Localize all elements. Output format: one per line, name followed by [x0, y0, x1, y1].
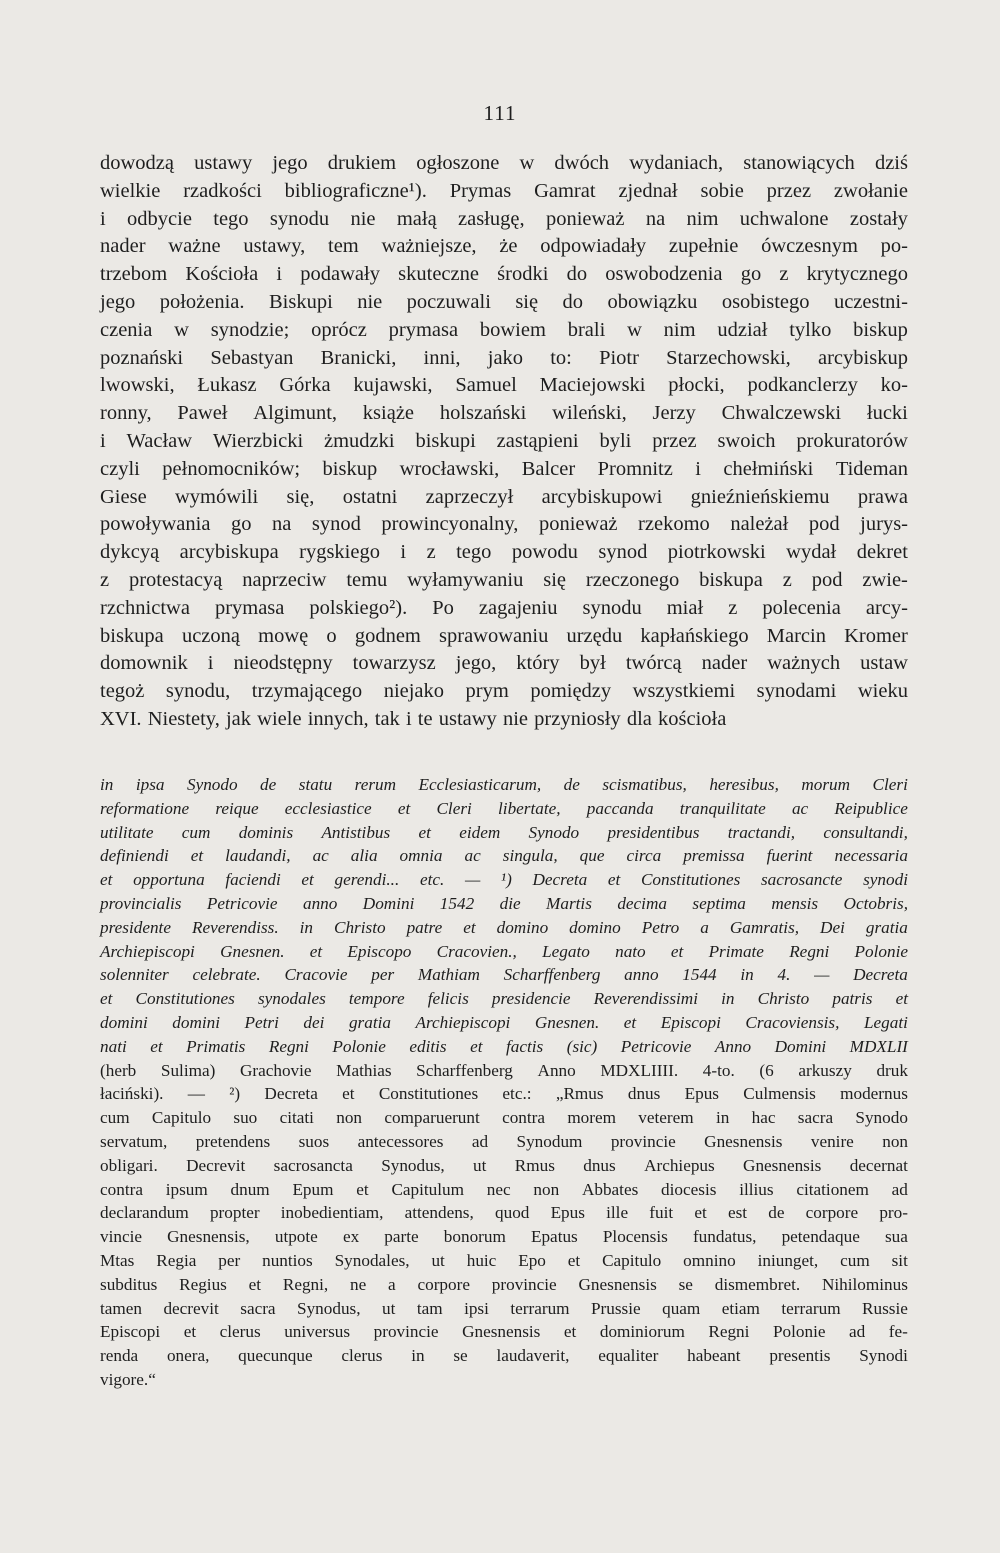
footnote-line: Episcopi et clerus universus provincie Gnesnensis et dominiorum Regni Polonie ad fe-: [100, 1322, 908, 1342]
text-line: dowodzą ustawy jego drukiem ogłoszone w dwóch wydaniach, stanowiących dziś: [100, 152, 908, 174]
text-line: domownik i nieodstępny towarzysz jego, który był twórcą nader ważnych ustaw: [100, 652, 908, 675]
footnote-line: łaciński). — ²) Decreta et Constitutiones etc.: „Rmus dnus Epus Culmensis modernus: [100, 1084, 908, 1104]
footnote-line: reformatione reique ecclesiastice et Cleri libertate, paccanda tranquilitate ac Reipublice: [100, 798, 908, 818]
footnote-line: in ipsa Synodo de statu rerum Ecclesiasticarum, de scismatibus, heresibus, morum Cleri: [100, 775, 908, 794]
page-number: 111: [483, 101, 517, 125]
footnote-line: obligari. Decrevit sacrosancta Synodus, ut Rmus dnus Archiepus Gnesnensis decernat: [100, 1155, 908, 1175]
footnote-line: servatum, pretendens suos antecessores ad Synodum provincie Gnesnensis venire non: [100, 1131, 908, 1151]
footnote-line: et Constitutiones synodales tempore felicis presidencie Reverendissimi in Christo patris et: [100, 989, 908, 1009]
text-line: jego położenia. Biskupi nie poczuwali się do obowiązku osobistego uczestni-: [100, 290, 908, 313]
text-line: i Wacław Wierzbicki żmudzki biskupi zastąpieni byli przez swoich prokuratorów: [100, 429, 908, 452]
footnote-line: utilitate cum dominis Antistibus et eidem Synodo presidentibus tractandi, consultandi,: [100, 822, 908, 842]
footnote-line: tamen decrevit sacra Synodus, ut tam ipsi terrarum Prussie quam etiam terrarum Russie: [100, 1298, 908, 1318]
main-text-block: [100, 150, 908, 734]
text-line: czenia w synodzie; oprócz prymasa bowiem brali w nim udział tylko biskup: [100, 318, 908, 341]
footnote-line: declarandum propter inobedientiam, attendens, quod Epus ille fuit et est de corpore pro-: [100, 1203, 908, 1223]
text-line: rzchnictwa prymasa polskiego²). Po zagajeniu synodu miał z polecenia arcy-: [100, 596, 908, 619]
footnote-line: cum Capitulo suo citati non comparuerunt contra morem veterem in hac sacra Synodo: [100, 1108, 908, 1128]
text-line: z protestacyą naprzeciw temu wyłamywaniu się rzeczonego biskupa z pod zwie-: [100, 568, 908, 591]
text-line: lwowski, Łukasz Górka kujawski, Samuel Maciejowski płocki, podkanclerzy ko-: [100, 374, 908, 397]
footnote-line: subditus Regius et Regni, ne a corpore provincie Gnesnensis se dismembret. Nihilominus: [100, 1274, 908, 1294]
text-line: biskupa uczoną mowę o godnem sprawowaniu urzędu kapłańskiego Marcin Kromer: [100, 624, 908, 647]
text-line: Giese wymówili się, ostatni zaprzeczył arcybiskupowi gnieźnieńskiemu prawa: [100, 485, 908, 508]
text-line: czyli pełnomocników; biskup wrocławski, Balcer Promnitz i chełmiński Tideman: [100, 457, 908, 480]
footnote-line: presidente Reverendiss. in Christo patre et domino domino Petro a Gamratis, Dei gratia: [100, 917, 908, 937]
footnote-line: domini domini Petri dei gratia Archiepiscopi Gnesnen. et Episcopi Cracoviensis, Legati: [100, 1012, 908, 1032]
footnote-line: vincie Gnesnensis, utpote ex parte bonorum Epatus Plocensis fundatus, petendaque sua: [100, 1227, 908, 1247]
footnote-line: contra ipsum dnum Epum et Capitulum nec non Abbates diocesis illius citationem ad: [100, 1179, 908, 1199]
footnote-line: provincialis Petricovie anno Domini 1542 die Martis decima septima mensis Octobris,: [100, 893, 908, 913]
text-line: powoływania go na synod prowincyonalny, ponieważ rzekomo należał pod jurys-: [100, 513, 908, 536]
footnote-line: nati et Primatis Regni Polonie editis et factis (sic) Petricovie Anno Domini MDXLII: [100, 1036, 908, 1056]
text-line: poznański Sebastyan Branicki, inni, jako to: Piotr Starzechowski, arcybiskup: [100, 346, 908, 369]
footnote-line: et opportuna faciendi et gerendi... etc. — ¹) Decreta et Constitutiones sacrosancte synodi: [100, 870, 908, 890]
text-line: wielkie rzadkości bibliograficzne¹). Prymas Gamrat zjednał sobie przez zwołanie: [100, 179, 908, 202]
footnote-line: vigore.“: [100, 1369, 156, 1389]
text-line: XVI. Niestety, jak wiele innych, tak i te ustawy nie przyniosły dla kościoła: [100, 707, 727, 730]
footnote-line: Archiepiscopi Gnesnen. et Episcopo Cracovien., Legato nato et Primate Regni Polonie: [100, 941, 908, 961]
footnote-line: solenniter celebrate. Cracovie per Mathiam Scharffenberg anno 1544 in 4. — Decreta: [100, 965, 908, 985]
text-line: nader ważne ustawy, tem ważniejsze, że odpowiadały zupełnie ówczesnym po-: [100, 235, 908, 258]
text-line: trzebom Kościoła i podawały skuteczne środki do oswobodzenia go z krytycznego: [100, 263, 908, 286]
footnote-line: definiendi et laudandi, ac alia omnia ac singula, que circa premissa fuerint necessaria: [100, 846, 908, 866]
text-line: i odbycie tego synodu nie małą zasługę, ponieważ na nim uchwalone zostały: [100, 207, 908, 230]
footnote-line: (herb Sulima) Grachovie Mathias Scharffenberg Anno MDXLIIII. 4-to. (6 arkuszy druk: [100, 1060, 908, 1080]
footnote-line: renda onera, quecunque clerus in se laudaverit, equaliter habeant presentis Synodi: [100, 1346, 908, 1366]
footnotes-block: [100, 773, 908, 1392]
footnote-line: Mtas Regia per nuntios Synodales, ut huic Epo et Capitulo omnino iniunget, cum sit: [100, 1250, 908, 1270]
text-line: tegoż synodu, trzymającego niejako prym pomiędzy wszystkiemi synodami wieku: [100, 680, 908, 703]
text-line: ronny, Paweł Algimunt, książe holszański wileński, Jerzy Chwalczewski łucki: [100, 402, 908, 425]
text-line: dykcyą arcybiskupa rygskiego i z tego powodu synod piotrkowski wydał dekret: [100, 541, 908, 564]
